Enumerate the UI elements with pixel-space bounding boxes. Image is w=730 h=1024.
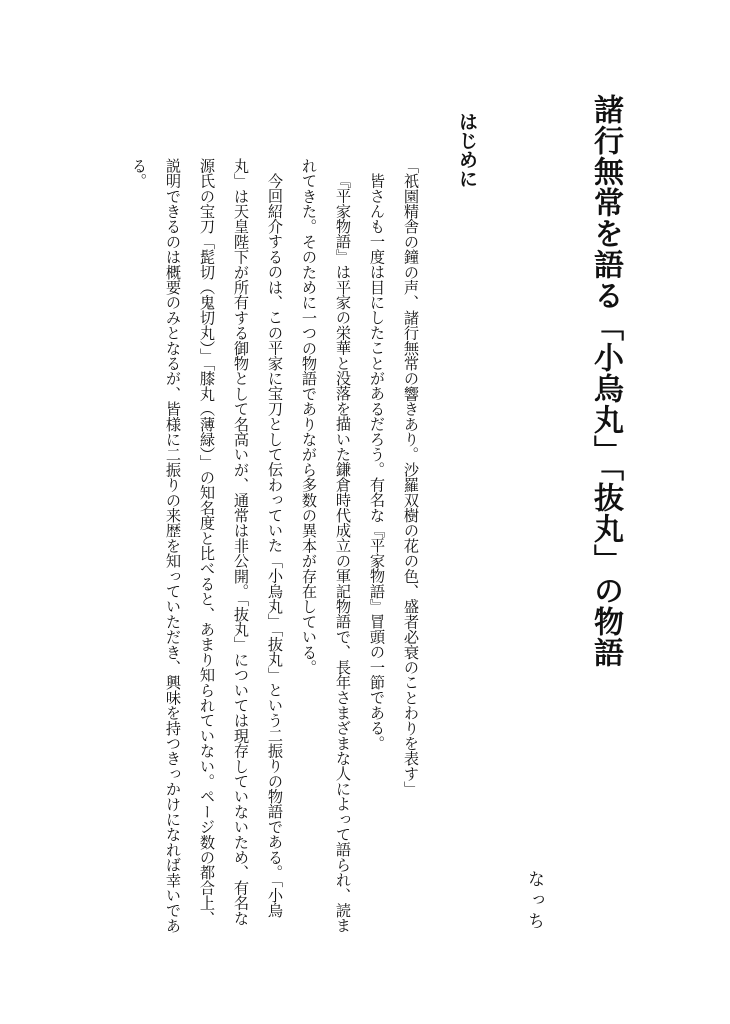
- paragraph-quote: 「祇園精舎の鐘の声、諸行無常の響きあり。沙羅双樹の花の色、盛者必衰のことわりを表す」: [402, 158, 420, 797]
- body-text: [122, 158, 428, 938]
- section-heading: はじめに: [456, 112, 478, 188]
- paragraph-3: 今回紹介するのは、この平家に宝刀として伝わっていた「小烏丸」「抜丸」という二振りの物語である。「小烏丸」は天皇陛下が所有する御物として名高いが、通常は非公開。「抜丸」については現存していないため、有名な源氏の宝刀「髭切（鬼切丸）」「膝丸（薄緑）」の知名度と比べると、あまり知られていない。ページ数の都合上、説明できるのは概要のみとなるが、皆様に二振りの来歴を知っていただき、興味を持つきっかけになれば幸いである。: [130, 158, 284, 934]
- paragraph-2: 『平家物語』は平家の栄華と没落を描いた鎌倉時代成立の軍記物語で、長年さまざまな人によって語られ、読まれてきた。そのために一つの物語でありながら多数の異本が存在している。: [300, 158, 352, 934]
- paragraph-1: 皆さんも一度は目にしたことがあるだろう。有名な『平家物語』冒頭の一節である。: [368, 173, 386, 751]
- author-name: なっち: [524, 870, 544, 933]
- page-title: 諸行無常を語る「小烏丸」「抜丸」の物語: [588, 94, 623, 668]
